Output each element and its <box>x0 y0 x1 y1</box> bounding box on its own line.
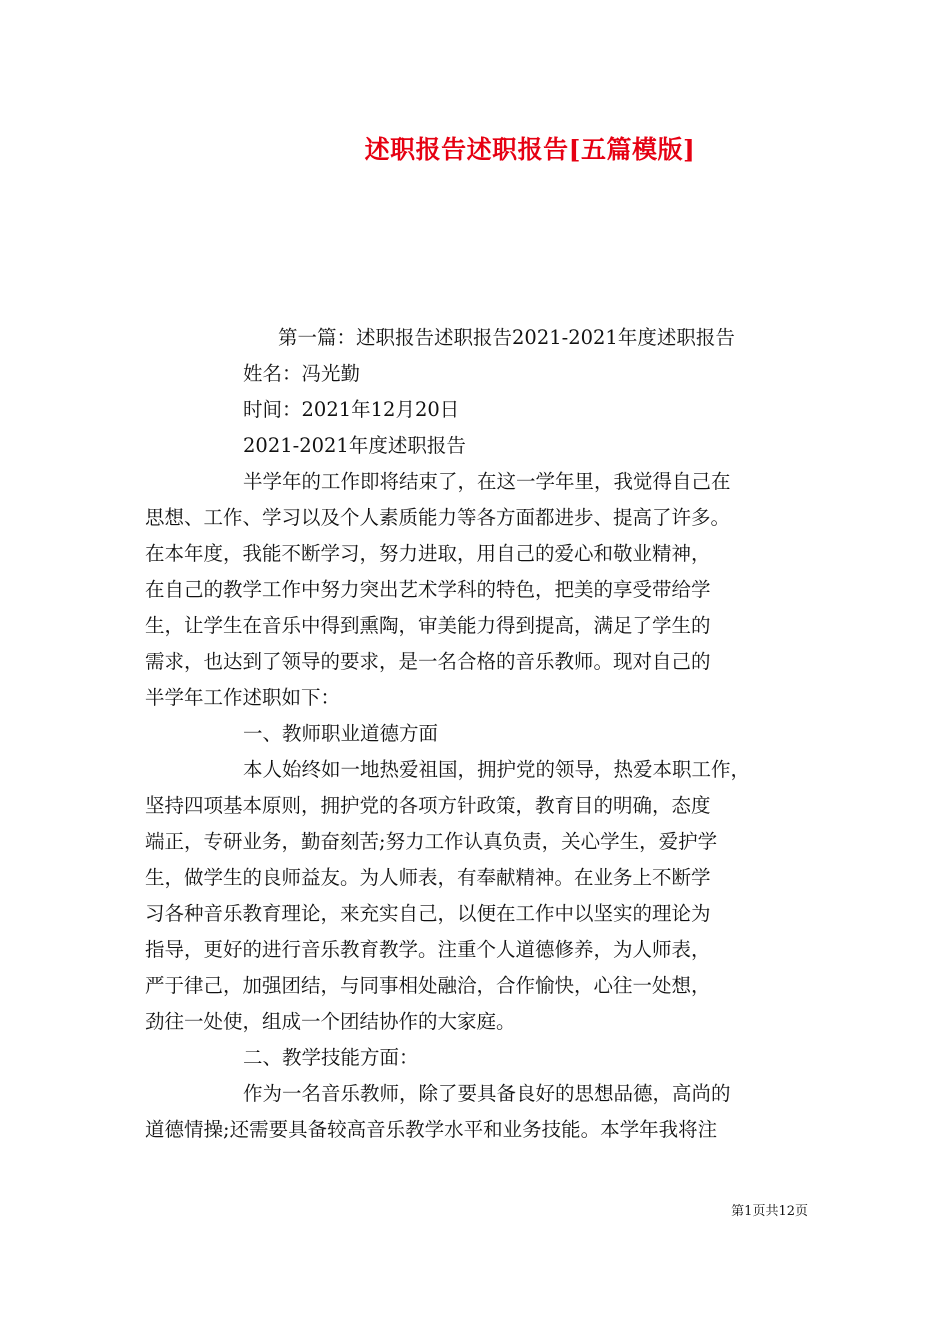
page-footer: 第1页共12页 <box>731 1204 808 1219</box>
body-line: 指导，更好的进行音乐教育教学。注重个人道德修养，为人师表， <box>145 938 711 961</box>
body-line: 坚持四项基本原则，拥护党的各项方针政策，教育目的明确，态度 <box>145 794 711 817</box>
body-line: 在自己的教学工作中努力突出艺术学科的特色，把美的享受带给学 <box>145 578 711 601</box>
body-line: 生，让学生在音乐中得到熏陶，审美能力得到提高，满足了学生的 <box>145 614 711 637</box>
body-line: 需求，也达到了领导的要求，是一名合格的音乐教师。现对自己的 <box>145 650 711 673</box>
body-line: 生，做学生的良师益友。为人师表，有奉献精神。在业务上不断学 <box>145 866 711 889</box>
body-line: 作为一名音乐教师，除了要具备良好的思想品德，高尚的 <box>243 1082 731 1105</box>
body-line: 本人始终如一地热爱祖国，拥护党的领导，热爱本职工作， <box>243 758 751 781</box>
body-line: 时间：2021年12月20日 <box>243 398 460 421</box>
body-line: 习各种音乐教育理论，来充实自己，以便在工作中以坚实的理论为 <box>145 902 711 925</box>
body-line: 一、教师职业道德方面 <box>243 722 439 745</box>
body-line: 在本年度，我能不断学习，努力进取，用自己的爱心和敬业精神， <box>145 542 711 565</box>
body-line: 二、教学技能方面： <box>243 1046 419 1069</box>
document-body <box>145 320 815 1148</box>
document-title: 述职报告述职报告[五篇模版] <box>364 135 696 164</box>
body-line: 劲往一处使，组成一个团结协作的大家庭。 <box>145 1010 516 1033</box>
body-line: 端正，专研业务，勤奋刻苦;努力工作认真负责，关心学生，爱护学 <box>145 830 718 853</box>
body-line: 思想、工作、学习以及个人素质能力等各方面都进步、提高了许多。 <box>145 506 731 529</box>
body-line: 严于律己，加强团结，与同事相处融洽，合作愉快，心往一处想， <box>145 974 711 997</box>
body-line: 道德情操;还需要具备较高音乐教学水平和业务技能。本学年我将注 <box>145 1118 718 1141</box>
body-line: 半学年工作述职如下： <box>145 686 341 709</box>
body-line: 第一篇：述职报告述职报告2021-2021年度述职报告 <box>278 326 735 349</box>
body-line: 半学年的工作即将结束了，在这一学年里，我觉得自己在 <box>243 470 731 493</box>
body-line: 2021-2021年度述职报告 <box>243 434 466 457</box>
body-line: 姓名：冯光勤 <box>243 362 361 385</box>
